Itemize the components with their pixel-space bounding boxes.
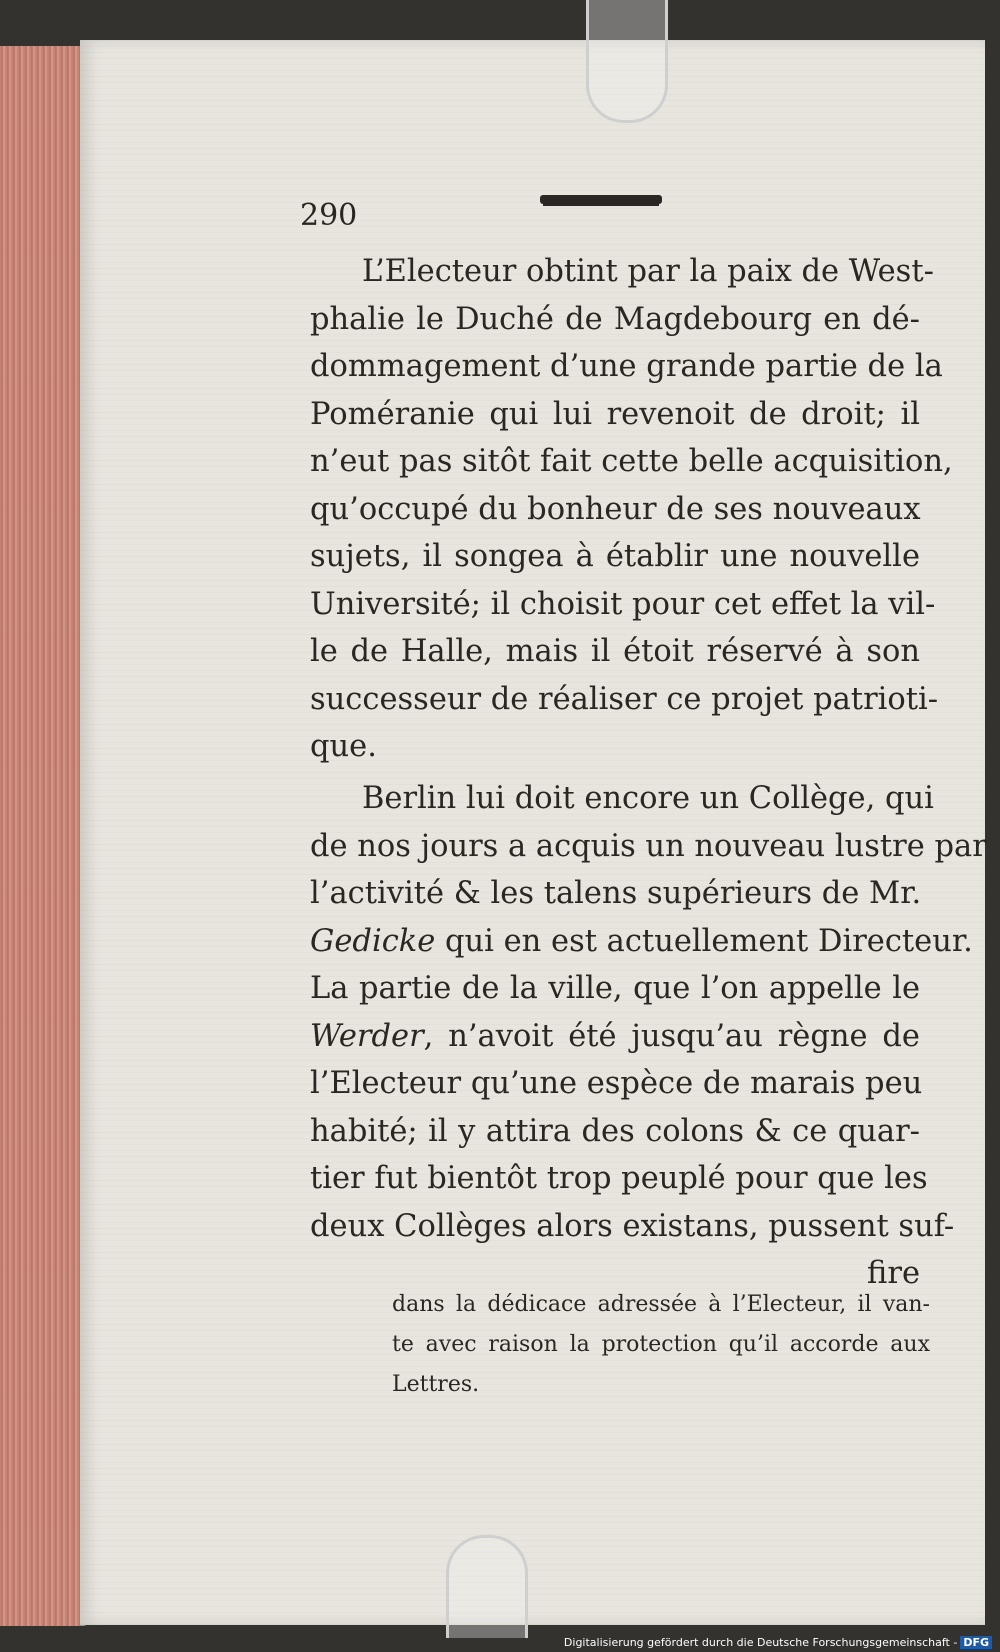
text-line: Berlin lui doit encore un Collège, qui [362,781,934,816]
text-line: sujets, il songea à établir une nouvelle [310,539,920,574]
footnote-line: dans la dédicace adressée à l’Electeur, il van- [392,1292,930,1317]
text-line: L’Electeur obtint par la paix de West- [362,254,934,289]
text-line: dommagement d’une grande partie de la [310,349,943,384]
paragraph-2 [310,775,987,1298]
page-number: 290 [300,198,358,233]
text-line: Poméranie qui lui revenoit de droit; il [310,396,920,432]
text-line: phalie le Duché de Magdebourg en dé- [310,301,920,337]
name-werder: Werder [310,1018,424,1054]
header-rule [540,195,662,204]
text-line: que. [310,729,377,764]
text-line: La partie de la ville, que l’on appelle le [310,971,920,1006]
name-gedicke: Gedicke [310,923,436,959]
text-segment: , n’avoit été jusqu’au règne de [423,1018,920,1054]
text-line [310,918,973,966]
catchword: fire [867,1256,920,1291]
text-line: habité; il y attira des colons & ce quar- [310,1113,920,1149]
credit-text: Digitalisierung gefördert durch die Deutsche Forschungsgemeinschaft - [563,1636,958,1649]
text-line: l’Electeur qu’une espèce de marais peu [310,1066,923,1101]
text-line: deux Collèges alors existans, pussent suf- [310,1208,955,1244]
text-line: de nos jours a acquis un nouveau lustre par [310,828,987,864]
text-line: l’activité & les talens supérieurs de Mr. [310,876,922,911]
book-page-edges [0,46,86,1626]
digitization-credit [560,1635,996,1650]
text-line [310,1013,920,1061]
footnote [392,1285,930,1405]
text-line: n’eut pas sitôt fait cette belle acquisition, [310,444,953,479]
text-line: tier fut bientôt trop peuplé pour que les [310,1161,928,1196]
text-line: qu’occupé du bonheur de ses nouveaux [310,491,921,527]
footnote-line: Lettres. [392,1372,480,1397]
text-line: successeur de réaliser ce projet patrioti- [310,681,939,717]
footnote-line: te avec raison la protection qu’il accorde aux [392,1332,930,1357]
page-clip-top [586,0,668,123]
page-clip-bottom [446,1535,528,1638]
text-line: Université; il choisit pour cet effet la vil- [310,586,936,622]
text-segment: qui en est actuellement Directeur. [435,923,973,959]
text-line: le de Halle, mais il étoit réservé à son [310,634,920,669]
paragraph-1 [310,248,953,771]
dfg-logo: DFG [960,1636,992,1649]
